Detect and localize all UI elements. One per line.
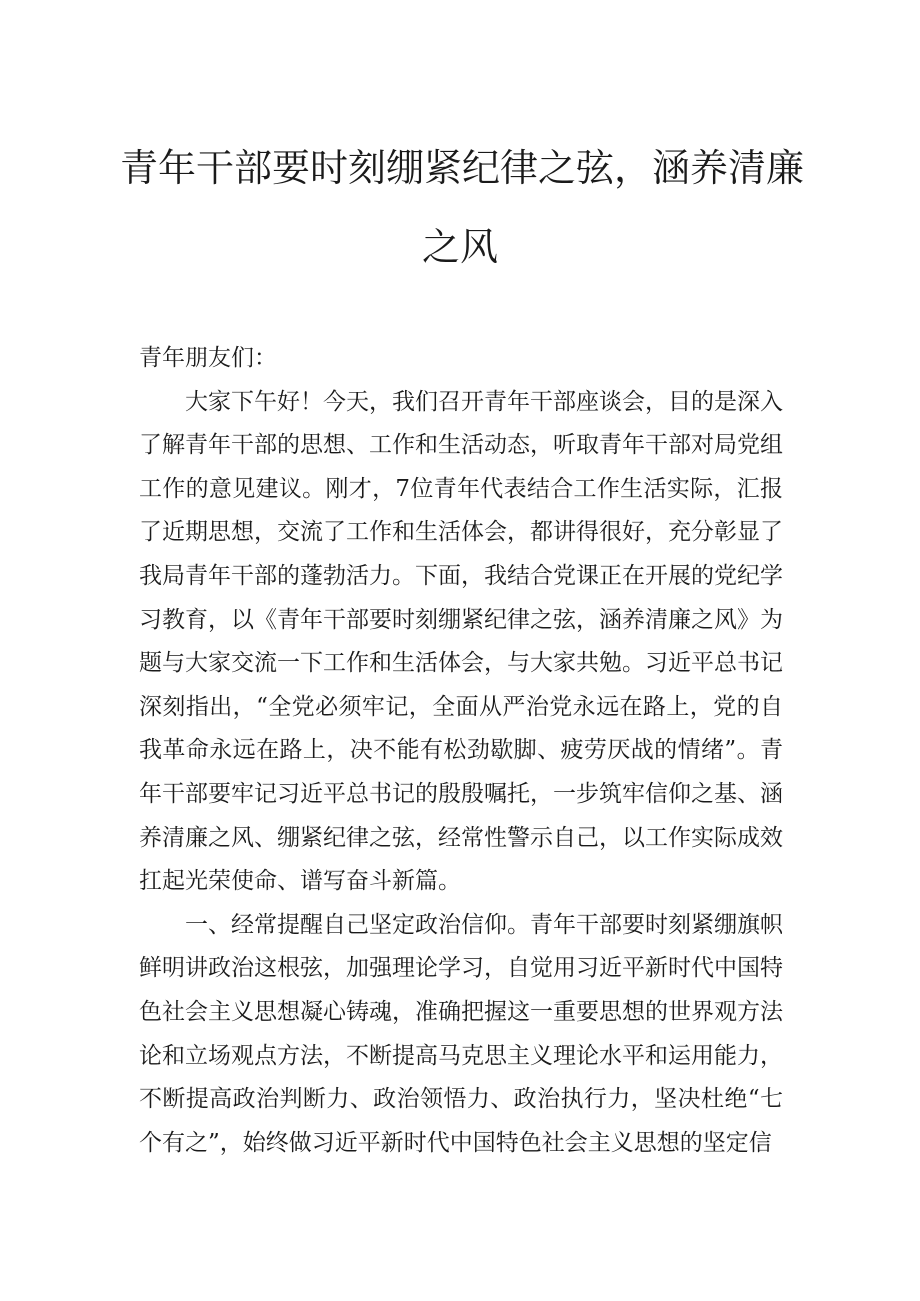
document-title-line-2: 之风 <box>421 225 498 269</box>
document-title-line-1: 青年干部要时刻绷紧纪律之弦，涵养清廉 <box>120 146 805 190</box>
paragraph-intro: 大家下午好！今天，我们召开青年干部座谈会，目的是深入了解青年干部的思想、工作和生活动态，听取青年干部对局党组工作的意见建议。刚才，7位青年代表结合工作生活实际，汇报了近期思想，交流了工作和生活体会，都讲得很好，充分彰显了我局青年干部的蓬勃活力。下面，我结合党课正在开展的党纪学习教育，以《青年干部要时刻绷紧纪律之弦，涵养清廉之风》为题与大家交流一下工作和生活体会，与大家共勉。习近平总书记深刻指出，“全党必须牢记，全面从严治党永远在路上，党的自我革命永远在路上，决不能有松劲歇脚、疲劳厌战的情绪”。青年干部要牢记习近平总书记的殷殷嘱托，一步筑牢信仰之基、涵养清廉之风、绷紧纪律之弦，经常性警示自己，以工作实际成效扛起光荣使命、谱写奋斗新篇。 <box>139 388 783 895</box>
salutation: 青年朋友们： <box>139 345 277 371</box>
document-body <box>139 337 783 1165</box>
paragraph-section-1: 一、经常提醒自己坚定政治信仰。青年干部要时刻紧绷旗帜鲜明讲政治这根弦，加强理论学习，自觉用习近平新时代中国特色社会主义思想凝心铸魂，准确把握这一重要思想的世界观方法论和立场观点方法，不断提高马克思主义理论水平和运用能力，不断提高政治判断力、政治领悟力、政治执行力，坚决杜绝“七个有之”，始终做习近平新时代中国特色社会主义思想的坚定信 <box>139 911 783 1156</box>
